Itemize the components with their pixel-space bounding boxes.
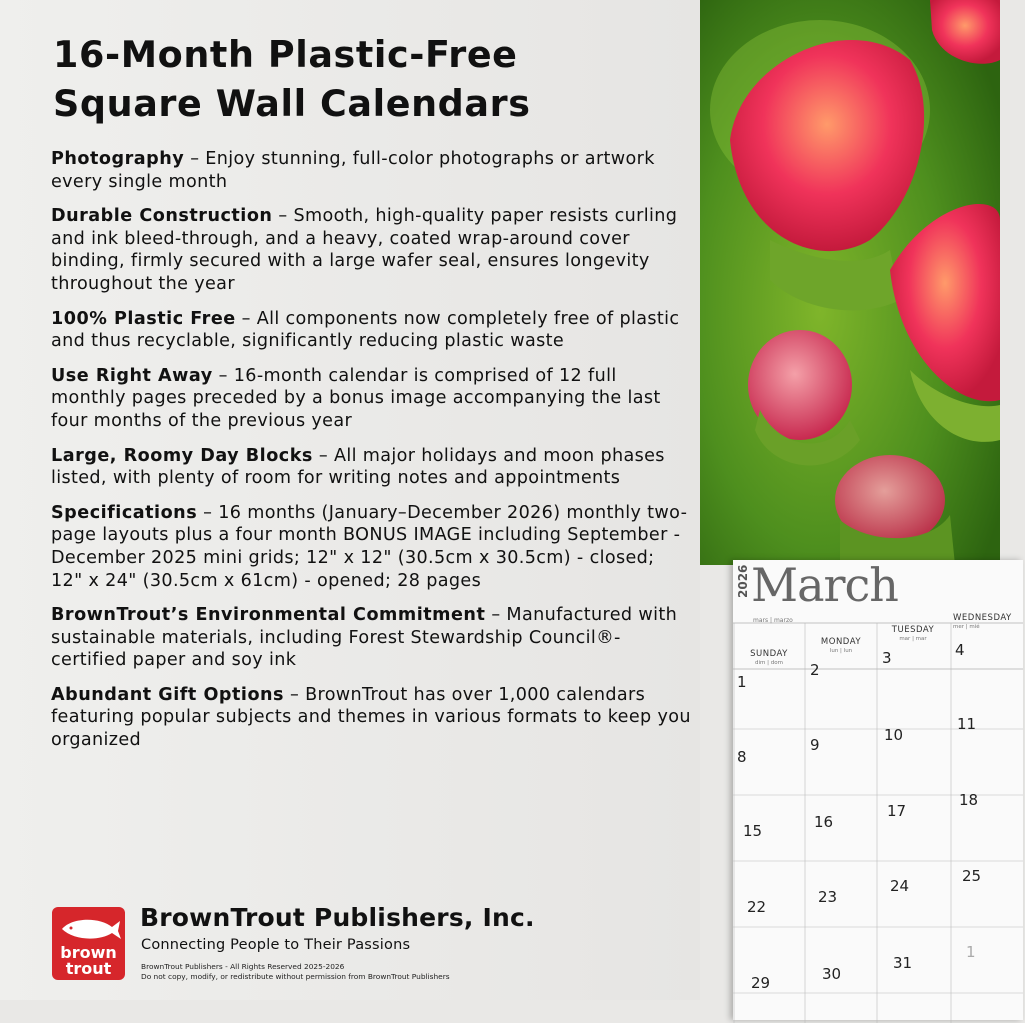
calendar-year: 2026	[736, 564, 750, 598]
date-cell: 25	[962, 867, 982, 885]
feature-text: 16-month calendar is comprised of 12 full monthly pages preceded by a bonus image accompanying the last four months of the previous year	[51, 365, 661, 431]
feature-heading: Durable Construction	[51, 206, 273, 227]
march-calendar-page	[733, 560, 1023, 1020]
feature-text: BrownTrout has over 1,000 calendars featuring popular subjects and themes in various formats to keep you organized	[51, 684, 691, 751]
date-cell: 30	[822, 965, 842, 983]
date-cell: 31	[893, 954, 913, 972]
day-sub-wednesday: mer | mié	[953, 624, 980, 630]
feature-separator: –	[184, 149, 206, 169]
feature-heading: Use Right Away	[51, 365, 213, 386]
date-cell: 29	[751, 974, 771, 992]
feature-separator: –	[235, 308, 257, 329]
feature-separator: –	[197, 502, 219, 523]
date-cell: 15	[743, 822, 763, 840]
browntrout-logo	[52, 907, 125, 980]
feature-use-right-away	[51, 365, 691, 433]
feature-specifications	[51, 502, 691, 592]
feature-separator: –	[485, 605, 507, 626]
date-cell: 8	[737, 748, 747, 766]
feature-separator: –	[212, 365, 234, 386]
day-header-tuesday: TUESDAY	[891, 625, 935, 635]
date-cell: 22	[747, 898, 767, 916]
day-header-sunday: SUNDAY	[750, 649, 788, 659]
date-cell: 11	[957, 715, 977, 733]
feature-text: Manufactured with sustainable materials, including Forest Stewardship Council®-certified paper and soy ink	[51, 605, 678, 671]
feature-heading: 100% Plastic Free	[51, 308, 236, 329]
day-sub-monday: lun | lun	[829, 648, 853, 654]
date-cell: 23	[818, 888, 838, 906]
feature-photography	[51, 148, 691, 193]
feature-heading: Photography	[51, 149, 185, 169]
feature-separator: –	[312, 445, 334, 466]
copyright-line-2: Do not copy, modify, or redistribute without permission from BrownTrout Publishers	[141, 972, 450, 981]
copyright-notice	[141, 962, 501, 982]
logo-text-brown: brown	[60, 943, 117, 962]
calendar-cover-photo	[700, 0, 1000, 565]
feature-text: All components now completely free of plastic and thus recyclable, significantly reducing plastic waste	[51, 308, 680, 352]
logo-text-trout: trout	[65, 959, 112, 978]
date-cell: 1	[737, 673, 747, 691]
feature-heading: Abundant Gift Options	[51, 684, 285, 705]
feature-separator: –	[284, 684, 306, 705]
feature-plastic-free	[51, 308, 691, 353]
date-cell: 4	[955, 641, 965, 659]
calendar-month: March	[751, 558, 898, 612]
date-cell: 18	[959, 791, 979, 809]
feature-heading: BrownTrout’s Environmental Commitment	[51, 605, 486, 626]
date-cell: 17	[887, 802, 907, 820]
copyright-line-1: BrownTrout Publishers - All Rights Reserved 2025-2026	[141, 962, 345, 971]
page-title	[53, 30, 693, 128]
date-cell-next-month: 1	[966, 943, 976, 961]
feature-text: Enjoy stunning, full-color photographs or artwork every single month	[51, 149, 655, 192]
feature-heading: Specifications	[51, 502, 198, 523]
date-cell: 3	[882, 649, 892, 667]
title-line-2: Square Wall Calendars	[53, 82, 531, 125]
date-cell: 16	[814, 813, 834, 831]
date-cell: 2	[810, 661, 820, 679]
day-sub-sunday: dim | dom	[755, 660, 783, 666]
feature-list	[51, 148, 691, 764]
calendar-grid-lines	[733, 623, 1023, 1023]
feature-day-blocks	[51, 445, 691, 490]
day-sub-tuesday: mar | mar	[899, 636, 927, 642]
date-cell: 24	[890, 877, 910, 895]
calendar-month-translations: mars | marzo	[753, 617, 793, 624]
date-cell: 10	[884, 726, 904, 744]
feature-text: 16 months (January–December 2026) monthly two-page layouts plus a four month BONUS IMAGE including September - December 2025 mini grids; 12" x 12" (30.5cm x 30.5cm) - closed; 12" x 24" (30.5cm x 61cm) - opened; 28 pages	[51, 502, 688, 591]
date-cell: 9	[810, 736, 820, 754]
feature-separator: –	[272, 206, 294, 227]
feature-environmental-commitment	[51, 604, 691, 672]
day-header-monday: MONDAY	[820, 637, 862, 647]
feature-durable-construction	[51, 205, 691, 295]
feature-heading: Large, Roomy Day Blocks	[51, 445, 313, 466]
day-header-wednesday: WEDNESDAY	[953, 613, 1012, 623]
feature-text: All major holidays and moon phases listed, with plenty of room for writing notes and appointments	[51, 445, 665, 489]
cactus-flowers-photo	[700, 0, 1000, 565]
publisher-name: BrownTrout Publishers, Inc.	[140, 903, 535, 932]
feature-text: Smooth, high-quality paper resists curling and ink bleed-through, and a heavy, coated wrap-around cover binding, firmly secured with a large wafer seal, ensures longevity throughout the year	[51, 206, 678, 294]
publisher-tagline: Connecting People to Their Passions	[141, 937, 411, 953]
title-line-1: 16-Month Plastic-Free	[53, 33, 518, 76]
feature-gift-options	[51, 684, 691, 752]
